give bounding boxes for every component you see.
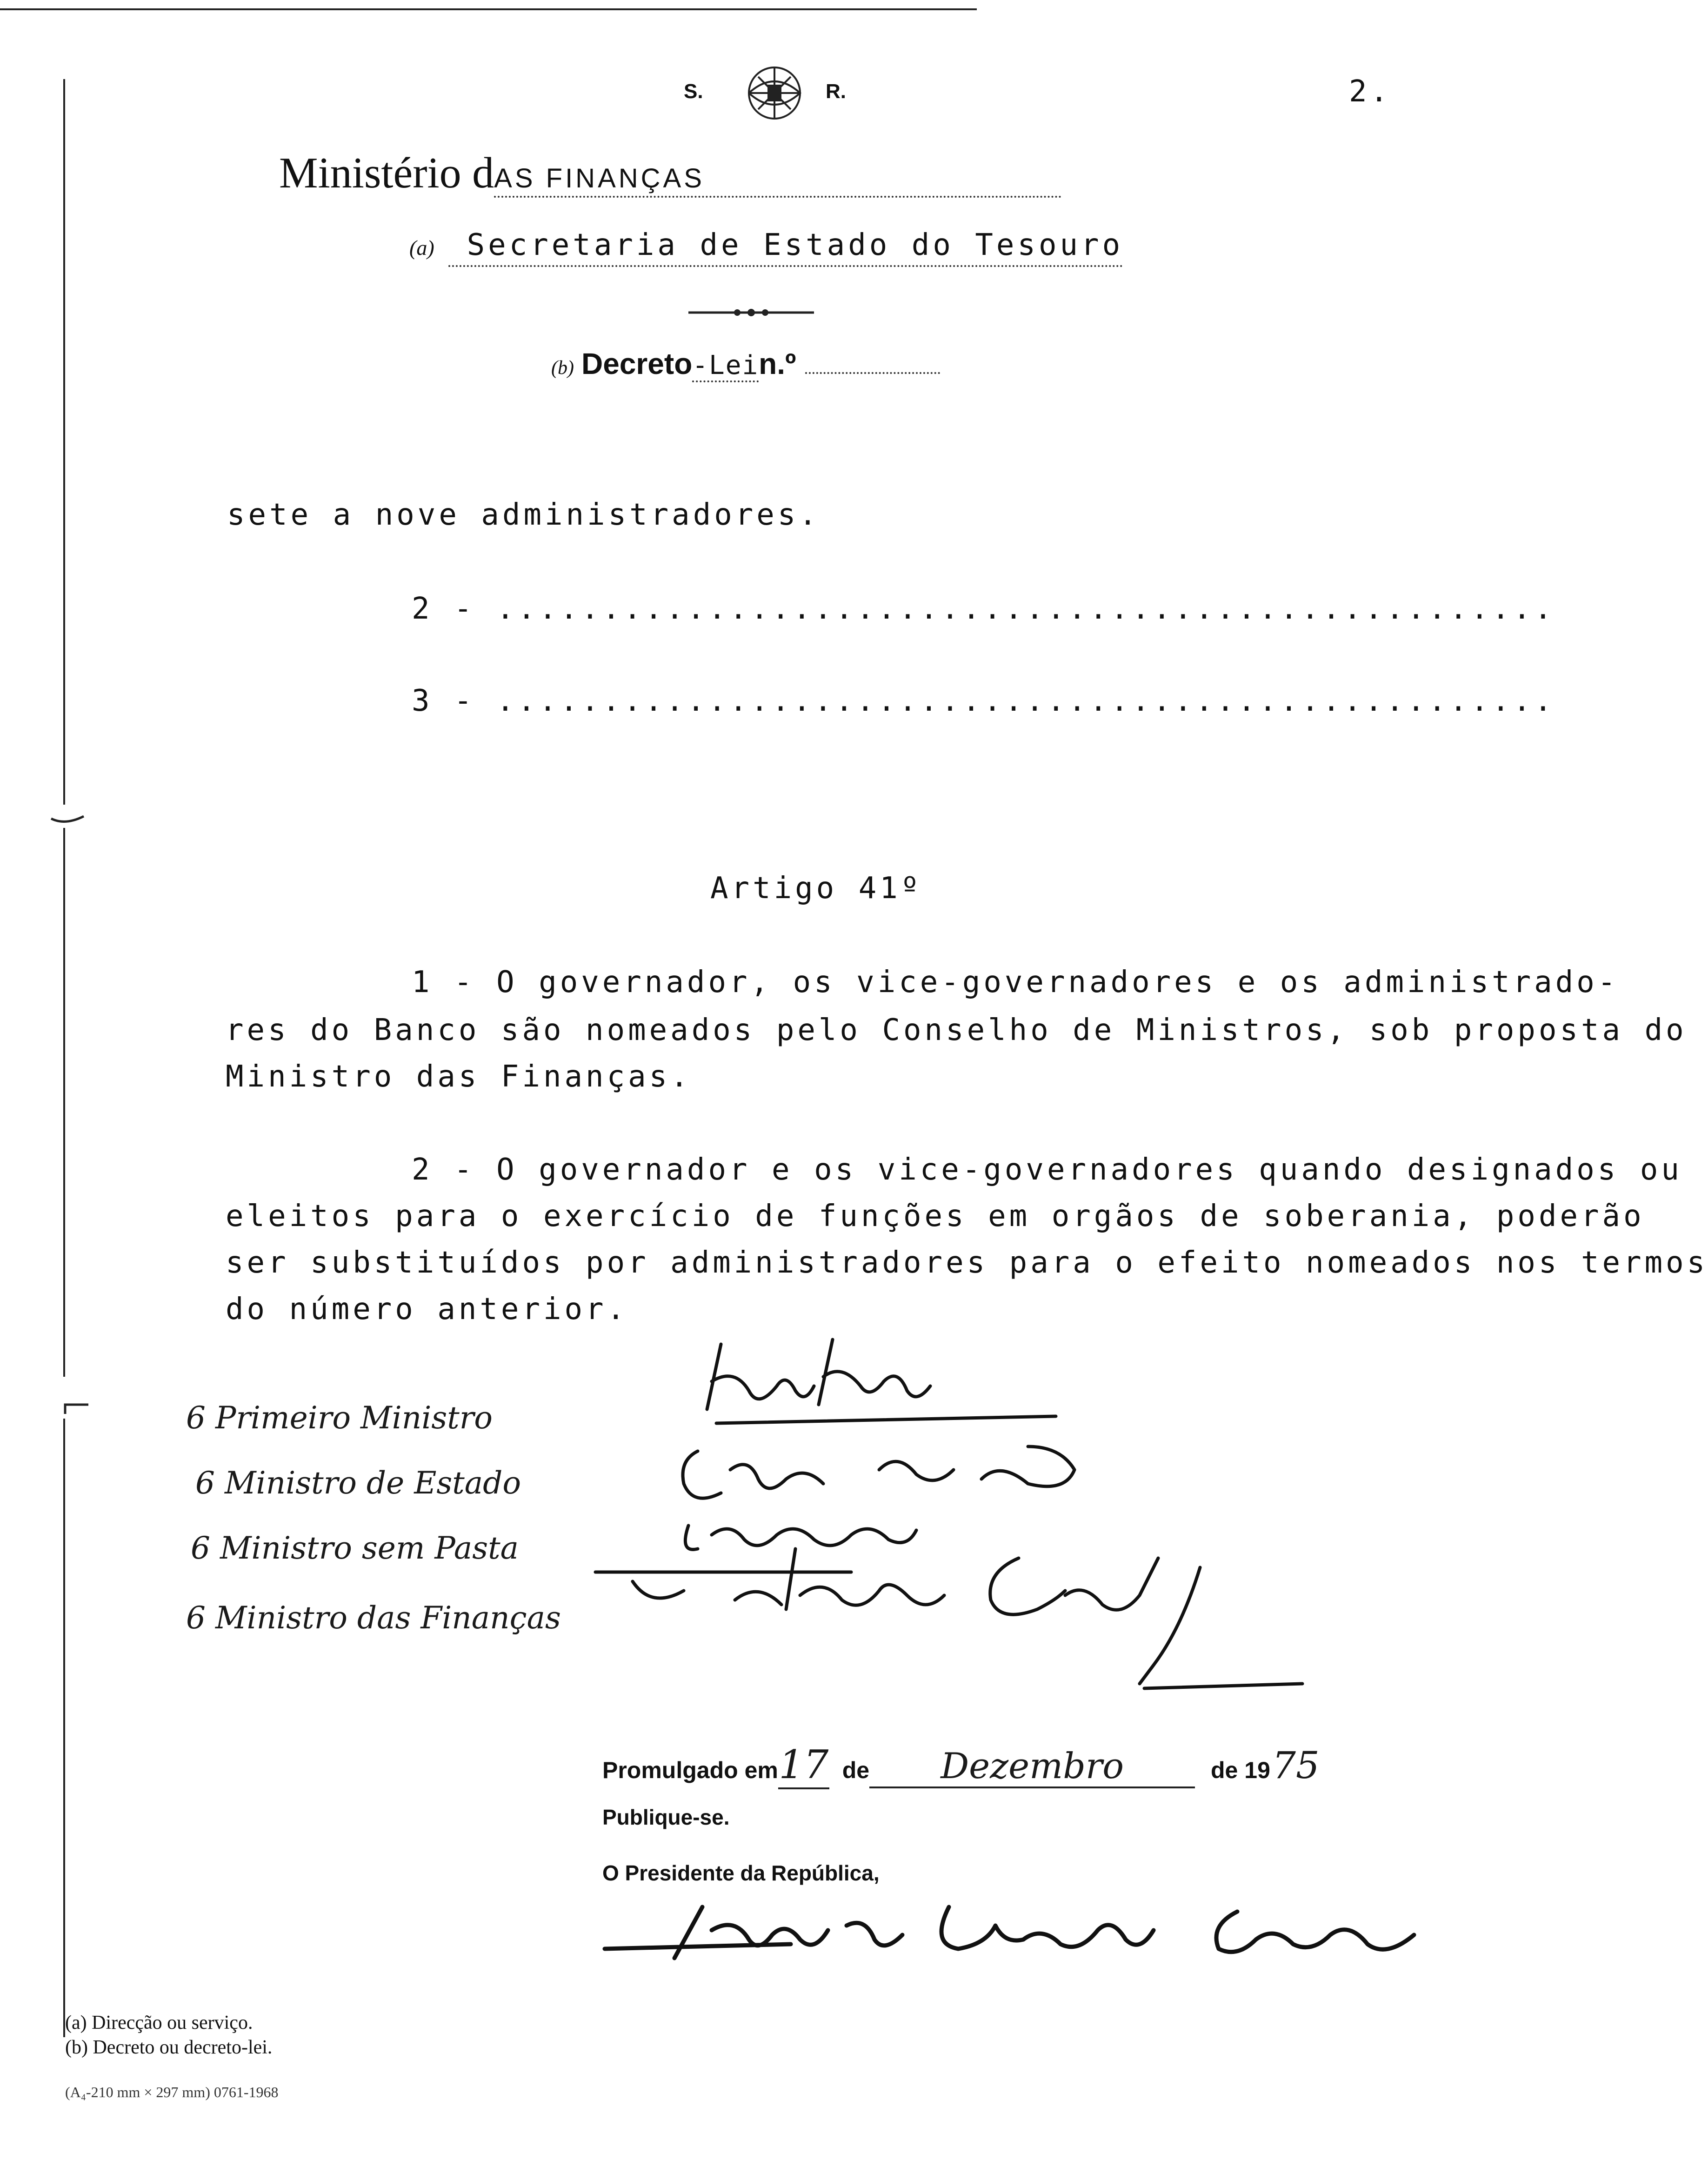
emblem-left-text: S. [684,80,703,103]
continued-line: sete a nove administradores. [227,498,820,532]
item-3: 3 - .................................................. [412,684,1555,718]
promulgation-month: Dezembro [869,1745,1195,1788]
marker-a: (a) [409,236,434,260]
president-label: O Presidente da República, [602,1861,880,1885]
top-rule [0,8,977,10]
item-2: 2 - .................................................. [412,592,1555,626]
marker-b: (b) [551,357,574,379]
margin-note-2: 6 Ministro de Estado [195,1465,521,1501]
president-signature [595,1888,1451,1972]
paragraph-1-line-1: 1 - O governador, os vice-governadores e os administrado- [412,965,1619,1000]
left-margin-line-bottom [63,1419,65,2037]
article-title: Artigo 41º [710,871,922,906]
decree-label: Decreto [581,347,693,380]
paragraph-2-line-3: ser substituídos por administradores para o efeito nomeados nos termos [226,1246,1708,1280]
paragraph-1-line-2: res do Banco são nomeados pelo Conselho de Ministros, sob proposta do [226,1013,1687,1047]
coat-of-arms-icon [735,60,814,126]
margin-note-1: 6 Primeiro Ministro [186,1400,493,1436]
paragraph-2-line-1: 2 - O governador e os vice-governadores quando designados ou [412,1153,1682,1187]
promulgation-line [602,1742,1321,1789]
emblem-right-text: R. [826,80,846,103]
promulgation-de-label: de [842,1757,870,1783]
decree-type-fill: -Lei [692,350,759,382]
paragraph-2-line-4: do número anterior. [226,1292,628,1326]
promulgation-day: 17 [778,1742,829,1789]
footnote-b: (b) Decreto ou decreto-lei. [65,2037,273,2058]
page-number: 2. [1349,74,1392,109]
promulgated-label: Promulgado em [602,1757,778,1783]
decree-number-field [805,353,940,374]
ministry-line [279,148,1202,199]
paragraph-2-line-2: eleitos para o exercício de funções em orgãos de soberania, poderão [226,1199,1645,1233]
paragraph-1-line-3: Ministro das Finanças. [226,1060,692,1094]
margin-note-4: 6 Ministro das Finanças [186,1600,561,1636]
margin-note-3: 6 Ministro sem Pasta [191,1530,519,1566]
decree-number-label: n.º [759,347,796,380]
promulgation-year-prefix: de 19 [1211,1757,1270,1783]
ministry-prefix: Ministério d [279,149,494,197]
ministerial-signatures [581,1330,1395,1693]
ministry-name: AS FINANÇAS [494,163,1061,198]
footnote-a: (a) Direcção ou serviço. [65,2012,253,2033]
publish-order: Publique-se. [602,1805,730,1829]
promulgation-year: 75 [1272,1744,1320,1787]
margin-bracket-marks [47,791,102,1442]
decree-line [551,347,940,381]
department-name: Secretaria de Estado do Tesouro [448,228,1123,267]
ornamental-divider [688,307,814,318]
form-reference: (A₄-210 mm × 297 mm) 0761-1968 [65,2084,279,2100]
department-line [409,228,1123,267]
left-margin-line-upper [63,79,65,805]
